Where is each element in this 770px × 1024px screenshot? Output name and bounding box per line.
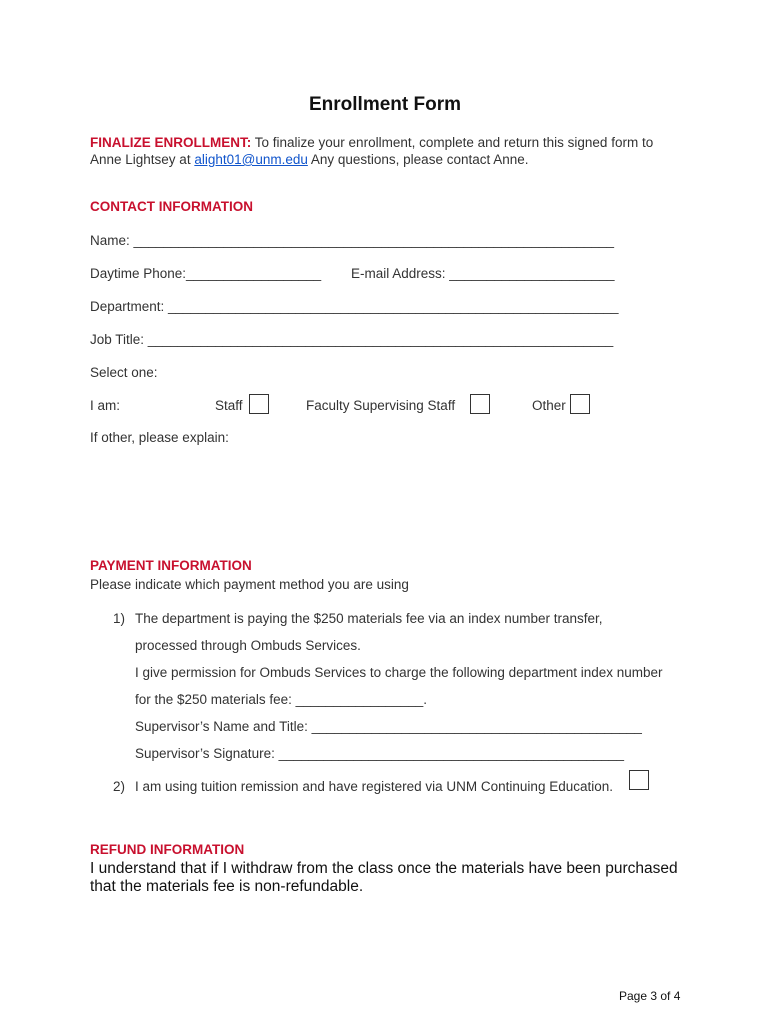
department-field[interactable]: Department: ____________________________________________________________ (90, 299, 619, 314)
email-field[interactable]: E-mail Address: ______________________ (351, 266, 615, 281)
faculty-checkbox[interactable] (470, 394, 490, 414)
supervisor-name-field[interactable]: Supervisor’s Name and Title: ____________________________________________ (135, 719, 642, 734)
item2-number: 2) (113, 779, 126, 794)
item1-number: 1) (113, 611, 126, 626)
item2-text: I am using tuition remission and have registered via UNM Continuing Education. (135, 779, 613, 794)
finalize-label: FINALIZE ENROLLMENT: (90, 135, 252, 150)
refund-line2: that the materials fee is non-refundable. (90, 878, 364, 895)
faculty-label: Faculty Supervising Staff (306, 398, 456, 413)
finalize-line2-before: Anne Lightsey at (90, 152, 195, 167)
phone-field[interactable]: Daytime Phone:__________________ (90, 266, 322, 281)
job-title-field[interactable]: Job Title: ______________________________________________________________ (90, 332, 614, 347)
finalize-paragraph-line2 (90, 150, 529, 169)
staff-label: Staff (215, 398, 243, 413)
other-label: Other (532, 398, 566, 413)
refund-heading: REFUND INFORMATION (90, 842, 245, 857)
item1-line3: I give permission for Ombuds Services to charge the following department index number (135, 665, 663, 680)
select-one-label: Select one: (90, 365, 158, 380)
page-title: Enrollment Form (308, 94, 461, 115)
index-number-field[interactable]: for the $250 materials fee: _________________. (135, 692, 427, 707)
item1-line1: The department is paying the $250 materials fee via an index number transfer, (135, 611, 603, 626)
tuition-remission-checkbox[interactable] (629, 770, 649, 790)
other-checkbox[interactable] (570, 394, 590, 414)
finalize-line2-after: Any questions, please contact Anne. (307, 152, 529, 167)
payment-subheading: Please indicate which payment method you are using (90, 577, 409, 592)
refund-line1: I understand that if I withdraw from the class once the materials have been purchased (90, 860, 678, 877)
email-link[interactable]: alight01@unm.edu (194, 152, 308, 167)
other-explain-field[interactable]: If other, please explain: (90, 430, 229, 445)
finalize-text: To finalize your enrollment, complete and return this signed form to (251, 135, 654, 150)
staff-checkbox[interactable] (249, 394, 269, 414)
name-field[interactable]: Name: ________________________________________________________________ (90, 233, 615, 248)
contact-heading: CONTACT INFORMATION (90, 199, 253, 214)
supervisor-signature-field[interactable]: Supervisor’s Signature: ______________________________________________ (135, 746, 624, 761)
i-am-label: I am: (90, 398, 121, 413)
payment-heading: PAYMENT INFORMATION (90, 558, 252, 573)
page-number: Page 3 of 4 (619, 989, 681, 1003)
item1-line2: processed through Ombuds Services. (135, 638, 361, 653)
